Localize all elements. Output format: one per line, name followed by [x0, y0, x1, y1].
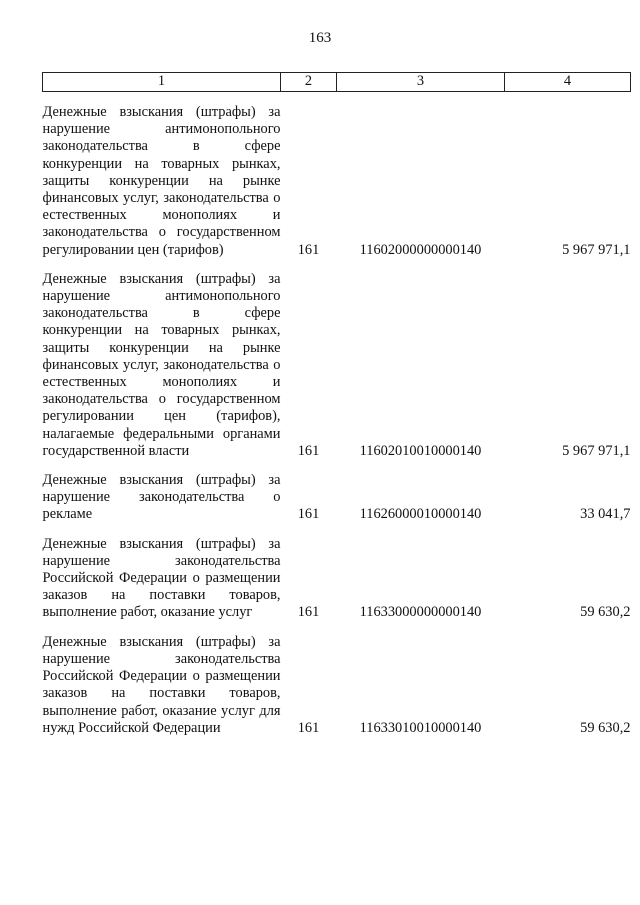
row-amount: 5 967 971,1 [562, 241, 631, 258]
row-chapter: 161 [297, 604, 320, 621]
table-row [43, 104, 631, 259]
row-amount: 33 041,7 [580, 506, 631, 523]
row-code: 11602010010000140 [359, 442, 482, 459]
row-amount: 59 630,2 [580, 719, 631, 736]
row-description: Денежные взыскания (штрафы) за нарушение законодательства Российской Федерации о размещении заказов на поставки товаров, выполнение работ, оказание услуг для нужд Российской Федерации [42, 633, 281, 736]
header-row [43, 73, 631, 92]
row-description: Денежные взыскания (штрафы) за нарушение законодательства Российской Федерации о размещении заказов на поставки товаров, выполнение работ, оказание услуг [42, 535, 281, 621]
row-amount: 59 630,2 [580, 604, 631, 621]
row-code: 11602000000000140 [359, 241, 482, 258]
table-row [43, 634, 631, 737]
table-row [43, 271, 631, 460]
row-chapter: 161 [297, 442, 320, 459]
row-chapter: 161 [297, 719, 320, 736]
page-number: 163 [308, 30, 332, 46]
header-col-4: 4 [505, 73, 631, 92]
row-amount: 5 967 971,1 [562, 442, 631, 459]
row-chapter: 161 [297, 241, 320, 258]
table-row [43, 536, 631, 622]
row-code: 11633010010000140 [359, 719, 482, 736]
table-row [43, 472, 631, 524]
header-col-3: 3 [337, 73, 505, 92]
row-code: 11626000010000140 [359, 506, 482, 523]
row-chapter: 161 [297, 506, 320, 523]
row-code: 11633000000000140 [359, 604, 482, 621]
row-description: Денежные взыскания (штрафы) за нарушение антимонопольного законодательства в сфере конкуренции на товарных рынках, защиты конкуренции на рынке финансовых услуг, законодательства о естественных монополиях и законодательства о государственном регулировании цен (тарифов), налагаемые федеральными органами государственной власти [42, 270, 281, 459]
budget-table [42, 72, 631, 737]
row-description: Денежные взыскания (штрафы) за нарушение антимонопольного законодательства в сфере конкуренции на товарных рынках, защиты конкуренции на рынке финансовых услуг, законодательства о естественных монополиях и законодательства о государственном регулировании цен (тарифов) [42, 104, 281, 258]
header-col-1: 1 [43, 73, 281, 92]
row-description: Денежные взыскания (штрафы) за нарушение законодательства о рекламе [42, 472, 281, 523]
header-col-2: 2 [281, 73, 337, 92]
